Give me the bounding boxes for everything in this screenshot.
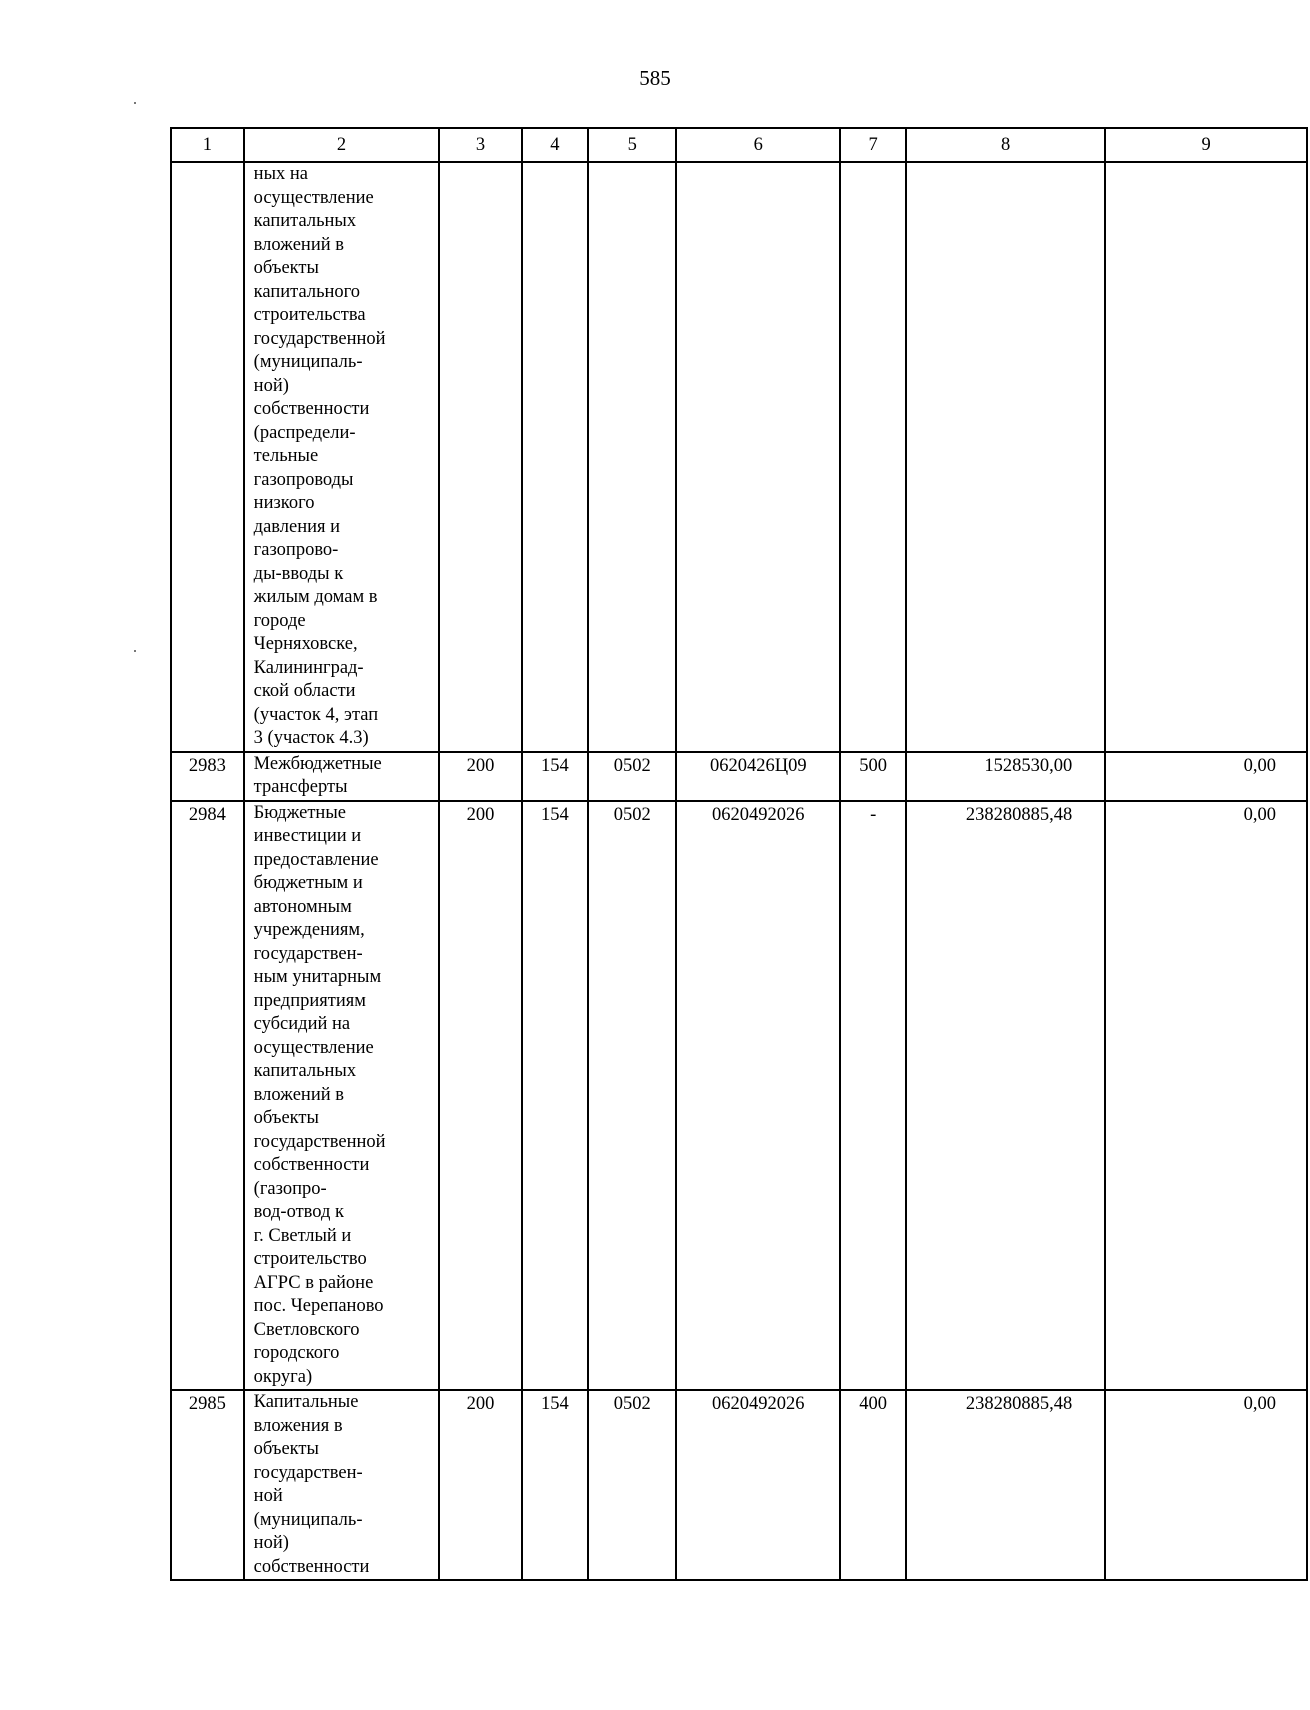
table-cell: 0,00 bbox=[1105, 752, 1307, 801]
margin-mark-top bbox=[134, 102, 136, 104]
column-header: 5 bbox=[588, 128, 676, 162]
row-number-cell: 2985 bbox=[171, 1390, 244, 1580]
table-cell: 0502 bbox=[588, 1390, 676, 1580]
row-description: ных на осуществление капитальных вложений в объекты капитального строительства государственной (муниципаль- ной) собственности (распредели- тельные газопроводы низкого давления и газопрово- ды-вводы к жилым домам в городе Черняховске, Калининград- ской области (участок 4, этап 3 (участок 4.3) bbox=[253, 164, 386, 748]
column-header: 8 bbox=[906, 128, 1105, 162]
table-cell bbox=[840, 162, 906, 752]
table-cell: 0502 bbox=[588, 752, 676, 801]
column-header: 1 bbox=[171, 128, 244, 162]
table-row bbox=[171, 1390, 1307, 1580]
column-header: 9 bbox=[1105, 128, 1307, 162]
table-cell bbox=[522, 162, 589, 752]
table-cell bbox=[1105, 162, 1307, 752]
table-row bbox=[171, 801, 1307, 1391]
table-cell: 200 bbox=[439, 1390, 521, 1580]
table-row bbox=[171, 752, 1307, 801]
row-description-cell bbox=[244, 162, 440, 752]
row-description-cell bbox=[244, 752, 440, 801]
table-cell: 200 bbox=[439, 752, 521, 801]
table-cell bbox=[676, 162, 840, 752]
table-cell: 238280885,48 bbox=[906, 1390, 1105, 1580]
column-header: 3 bbox=[439, 128, 521, 162]
table-cell: 0502 bbox=[588, 801, 676, 1391]
row-description: Бюджетные инвестиции и предоставление бюджетным и автономным учреждениям, государствен- ным унитарным предприятиям субсидий на осуществление капитальных вложений в объекты государственной собственности (газопро- вод-отвод к г. Светлый и строительство АГРС в районе пос. Черепаново Светловского городского округа) bbox=[253, 802, 386, 1387]
table-cell: - bbox=[840, 801, 906, 1391]
table-cell: 238280885,48 bbox=[906, 801, 1105, 1391]
row-number-cell bbox=[171, 162, 244, 752]
budget-table bbox=[170, 127, 1308, 1581]
table-cell: 0620426Ц09 bbox=[676, 752, 840, 801]
table-cell: 0620492026 bbox=[676, 801, 840, 1391]
column-header: 2 bbox=[244, 128, 440, 162]
header-row bbox=[171, 128, 1307, 162]
table-cell: 0620492026 bbox=[676, 1390, 840, 1580]
table-cell bbox=[906, 162, 1105, 752]
table-cell: 154 bbox=[522, 801, 589, 1391]
row-number-cell: 2983 bbox=[171, 752, 244, 801]
table-cell: 400 bbox=[840, 1390, 906, 1580]
table-cell bbox=[588, 162, 676, 752]
row-number-cell: 2984 bbox=[171, 801, 244, 1391]
table-row bbox=[171, 162, 1307, 752]
row-description: Капитальные вложения в объекты государствен- ной (муниципаль- ной) собственности bbox=[253, 1392, 370, 1577]
row-description-cell bbox=[244, 801, 440, 1391]
column-header: 6 bbox=[676, 128, 840, 162]
table-cell: 154 bbox=[522, 1390, 589, 1580]
table-cell: 1528530,00 bbox=[906, 752, 1105, 801]
column-header: 7 bbox=[840, 128, 906, 162]
table-cell: 0,00 bbox=[1105, 801, 1307, 1391]
table-cell: 500 bbox=[840, 752, 906, 801]
table-cell: 154 bbox=[522, 752, 589, 801]
table-cell: 200 bbox=[439, 801, 521, 1391]
table-cell: 0,00 bbox=[1105, 1390, 1307, 1580]
row-description: Межбюджетные трансферты bbox=[253, 753, 382, 797]
table-cell bbox=[439, 162, 521, 752]
column-header: 4 bbox=[522, 128, 589, 162]
page-number: 585 bbox=[639, 66, 671, 90]
row-description-cell bbox=[244, 1390, 440, 1580]
margin-mark-middle bbox=[134, 650, 136, 652]
